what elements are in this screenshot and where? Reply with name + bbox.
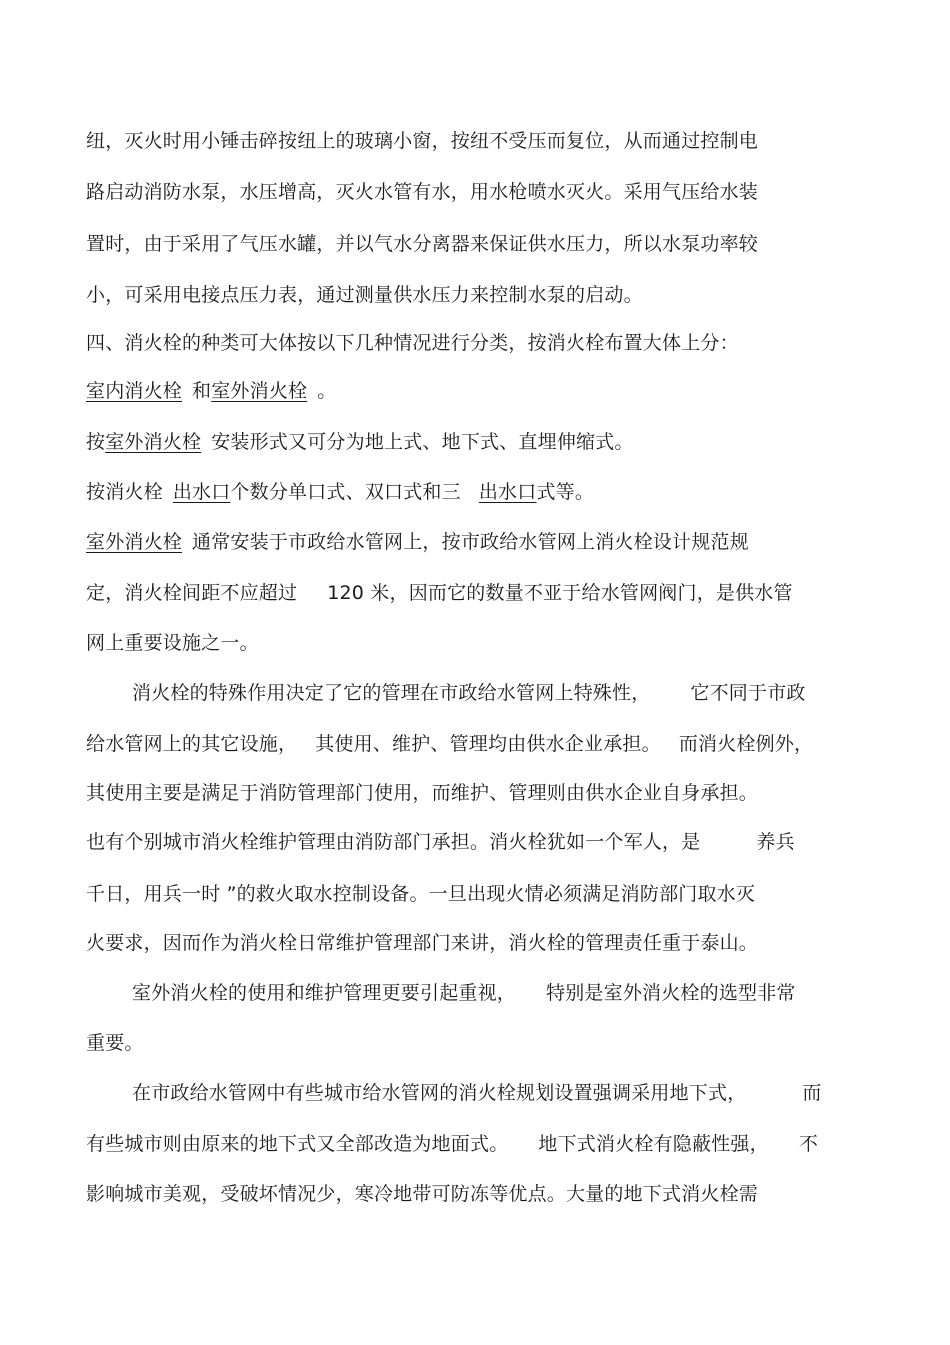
text-line-15 [86, 829, 795, 855]
text-segment: 通常安装于市政给水管网上，按市政给水管网上消火栓设计规范规 [192, 531, 749, 553]
text-segment: 特别是室外消火栓的选型非常 [546, 982, 796, 1004]
text-segment: 地下式消火栓有隐蔽性强， [538, 1133, 769, 1155]
text-segment: 也有个别城市消火栓维护管理由消防部门承担。消火栓犹如一个军人，是 [86, 831, 701, 853]
underlined-term: 室内消火栓 [86, 380, 183, 402]
text-segment: 定，消火栓间距不应超过 [86, 582, 298, 604]
text-segment: 120 米，因而它的数量不亚于给水管网阀门，是供水管 [327, 582, 793, 604]
text-line-13 [86, 731, 813, 757]
text-segment: 消火栓的特殊作用决定了它的管理在市政给水管网上特殊性， [132, 682, 651, 704]
text-segment: 有些城市则由原来的地下式又全部改造为地面式。 [86, 1133, 509, 1155]
text-line-19: 重要。 [86, 1032, 144, 1054]
text-segment: 它不同于市政 [690, 682, 806, 704]
text-line-22: 影响城市美观，受破坏情况少，寒冷地带可防冻等优点。大量的地下式消火栓需 [86, 1183, 759, 1205]
text-line-4: 小，可采用电接点压力表，通过测量供水压力来控制水泵的启动。 [86, 284, 643, 306]
text-line-16: 千日，用兵一时 ”的救火取水控制设备。一旦出现火情必须满足消防部门取水灭 [86, 883, 756, 905]
text-line-12 [132, 680, 806, 706]
text-line-7 [86, 429, 634, 455]
text-segment: 其使用、维护、管理均由供水企业承担。 [315, 733, 661, 755]
text-line-1: 纽，灭火时用小锤击碎按纽上的玻璃小窗，按纽不受压而复位，从而通过控制电 [86, 130, 759, 152]
text-line-11: 网上重要设施之一。 [86, 632, 259, 654]
text-line-8 [86, 479, 594, 505]
text-segment: 按消火栓 [86, 481, 163, 503]
text-line-17: 火要求，因而作为消火栓日常维护管理部门来讲，消火栓的管理责任重于泰山。 [86, 932, 759, 954]
text-segment: 而 [802, 1082, 822, 1104]
text-line-18 [132, 980, 796, 1006]
text-segment: 养兵 [756, 831, 795, 853]
text-segment: 式等。 [536, 481, 595, 503]
text-line-21 [86, 1131, 818, 1157]
text-segment: 室外消火栓的使用和维护管理更要引起重视， [132, 982, 517, 1004]
text-line-2: 路启动消防水泵，水压增高，灭火水管有水，用水枪喷水灭火。采用气压给水装 [86, 181, 759, 203]
text-segment: 按 [86, 431, 106, 453]
text-line-14: 其使用主要是满足于消防管理部门使用，而维护、管理则由供水企业自身承担。 [86, 782, 759, 804]
text-segment: 不 [798, 1133, 819, 1155]
underlined-term: 室外消火栓 [86, 531, 183, 553]
text-segment: 。 [317, 380, 337, 402]
text-segment: 而消火栓例外， [678, 733, 814, 755]
text-segment: 和 [192, 380, 212, 402]
text-line-3: 置时，由于采用了气压水罐，并以气水分离器来保证供水压力，所以水泵功率较 [86, 233, 759, 255]
underlined-term: 室外消火栓 [105, 431, 202, 453]
underlined-term: 出水口 [172, 481, 231, 503]
underlined-term: 室外消火栓 [211, 380, 308, 402]
section-heading: 四、消火栓的种类可大体按以下几种情况进行分类，按消火栓布置大体上分： [86, 332, 739, 354]
text-segment: 给水管网上的其它设施， [86, 733, 298, 755]
text-segment: 在市政给水管网中有些城市给水管网的消火栓规划设置强调采用地下式， [132, 1082, 747, 1104]
text-segment: 个数分单口式、双口式和三 [230, 481, 461, 503]
text-line-10 [86, 580, 793, 606]
text-line-9 [86, 529, 749, 555]
text-line-6 [86, 378, 336, 404]
underlined-term: 出水口 [478, 481, 537, 503]
text-segment: 安装形式又可分为地上式、地下式、直埋伸缩式。 [211, 431, 634, 453]
text-line-20 [132, 1080, 822, 1106]
